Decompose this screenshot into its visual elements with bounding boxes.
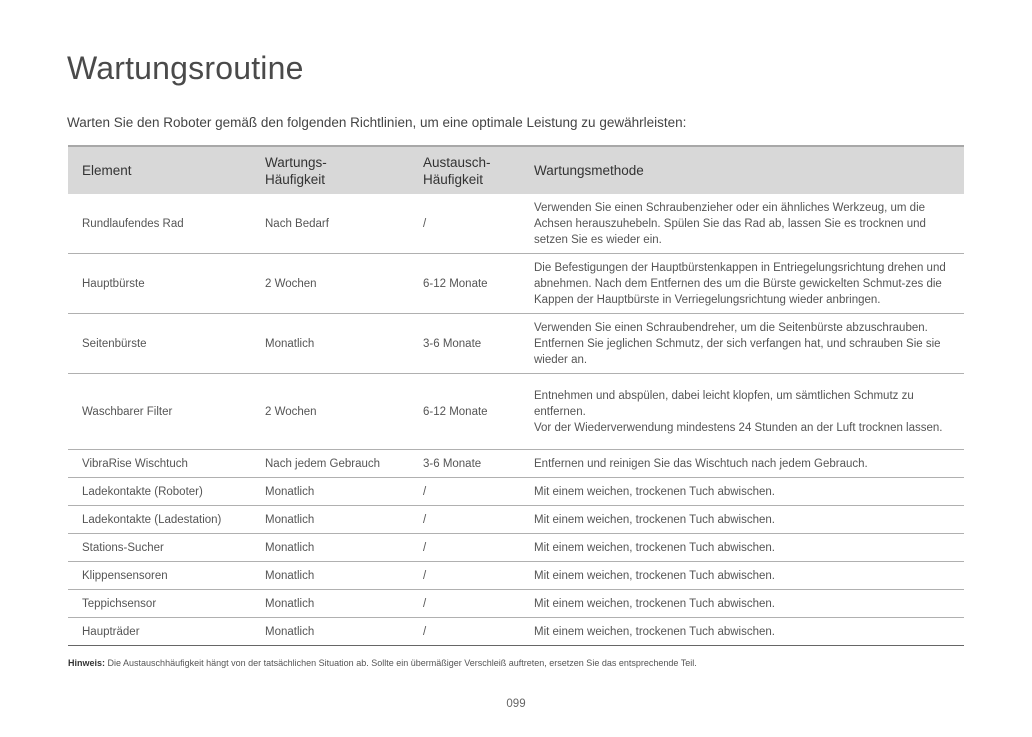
cell-maintenance-method: Verwenden Sie einen Schraubendreher, um die Seitenbürste abzuschrauben. Entfernen Sie jeglichen Schmutz, der sich verfangen hat, und schrauben Sie sie wieder an. [534, 314, 964, 374]
header-replacement-line2: Häufigkeit [423, 171, 484, 187]
cell-maintenance-method: Mit einem weichen, trockenen Tuch abwischen. [534, 562, 964, 590]
maintenance-table [68, 145, 964, 646]
cell-replacement-frequency: 6-12 Monate [423, 254, 534, 314]
table-row [68, 534, 964, 562]
cell-maintenance-frequency: Nach jedem Gebrauch [265, 450, 423, 478]
table-row [68, 450, 964, 478]
cell-replacement-frequency: 3-6 Monate [423, 314, 534, 374]
table-row [68, 194, 964, 254]
cell-element: Hauptbürste [68, 254, 265, 314]
cell-element: VibraRise Wischtuch [68, 450, 265, 478]
cell-replacement-frequency: / [423, 194, 534, 254]
cell-maintenance-method: Entnehmen und abspülen, dabei leicht klopfen, um sämtlichen Schmutz zu entfernen. Vor der Wiederverwendung mindestens 24 Stunden an der Luft trocknen lassen. [534, 374, 964, 450]
cell-maintenance-frequency: Monatlich [265, 478, 423, 506]
cell-replacement-frequency: / [423, 590, 534, 618]
cell-maintenance-method: Mit einem weichen, trockenen Tuch abwischen. [534, 478, 964, 506]
cell-element: Ladekontakte (Ladestation) [68, 506, 265, 534]
header-maintenance-line1: Wartungs- [265, 154, 327, 170]
table-header-row [68, 146, 964, 194]
header-replacement-frequency [423, 146, 534, 194]
table-row [68, 374, 964, 450]
cell-element: Waschbarer Filter [68, 374, 265, 450]
table-row [68, 618, 964, 646]
table-row [68, 254, 964, 314]
page-number: 099 [506, 698, 526, 710]
cell-replacement-frequency: / [423, 562, 534, 590]
page-title: Wartungsroutine [67, 50, 304, 86]
cell-element: Klippensensoren [68, 562, 265, 590]
cell-maintenance-frequency: 2 Wochen [265, 374, 423, 450]
table-row [68, 590, 964, 618]
cell-maintenance-method: Mit einem weichen, trockenen Tuch abwischen. [534, 506, 964, 534]
cell-maintenance-frequency: Monatlich [265, 590, 423, 618]
cell-element: Stations-Sucher [68, 534, 265, 562]
cell-replacement-frequency: 3-6 Monate [423, 450, 534, 478]
intro-text: Warten Sie den Roboter gemäß den folgenden Richtlinien, um eine optimale Leistung zu gewährleisten: [67, 115, 687, 130]
cell-element: Ladekontakte (Roboter) [68, 478, 265, 506]
header-maintenance-method: Wartungsmethode [534, 146, 964, 194]
header-maintenance-line2: Häufigkeit [265, 171, 326, 187]
cell-replacement-frequency: / [423, 506, 534, 534]
cell-maintenance-frequency: 2 Wochen [265, 254, 423, 314]
cell-maintenance-frequency: Monatlich [265, 562, 423, 590]
cell-element: Teppichsensor [68, 590, 265, 618]
cell-maintenance-method: Entfernen und reinigen Sie das Wischtuch nach jedem Gebrauch. [534, 450, 964, 478]
cell-element: Rundlaufendes Rad [68, 194, 265, 254]
note-label: Hinweis: [68, 658, 106, 668]
cell-maintenance-frequency: Monatlich [265, 618, 423, 646]
cell-maintenance-method: Verwenden Sie einen Schraubenzieher oder ein ähnliches Werkzeug, um die Achsen herauszuhebeln. Spülen Sie das Rad ab, lassen Sie es trocknen und setzen Sie es wieder ein. [534, 194, 964, 254]
table-row [68, 314, 964, 374]
note-text: Die Austauschhäufigkeit hängt von der tatsächlichen Situation ab. Sollte ein übermäßiger Verschleiß auftreten, ersetzen Sie das entsprechende Teil. [107, 658, 697, 668]
header-replacement-line1: Austausch- [423, 154, 491, 170]
cell-maintenance-frequency: Monatlich [265, 314, 423, 374]
cell-element: Seitenbürste [68, 314, 265, 374]
cell-maintenance-method: Mit einem weichen, trockenen Tuch abwischen. [534, 534, 964, 562]
cell-maintenance-method: Mit einem weichen, trockenen Tuch abwischen. [534, 618, 964, 646]
cell-maintenance-method: Die Befestigungen der Hauptbürstenkappen in Entriegelungsrichtung drehen und abnehmen. Nach dem Entfernen des um die Bürste gewickelten Schmut-zes die Kappen der Hauptbürste in Verriegelungsrichtung wieder anbringen. [534, 254, 964, 314]
cell-replacement-frequency: 6-12 Monate [423, 374, 534, 450]
table-row [68, 478, 964, 506]
table-row [68, 562, 964, 590]
cell-maintenance-method: Mit einem weichen, trockenen Tuch abwischen. [534, 590, 964, 618]
cell-replacement-frequency: / [423, 478, 534, 506]
cell-element: Haupträder [68, 618, 265, 646]
cell-replacement-frequency: / [423, 534, 534, 562]
cell-maintenance-frequency: Nach Bedarf [265, 194, 423, 254]
header-maintenance-frequency [265, 146, 423, 194]
table-body [68, 194, 964, 646]
cell-maintenance-frequency: Monatlich [265, 534, 423, 562]
table-row [68, 506, 964, 534]
header-element: Element [68, 146, 265, 194]
cell-replacement-frequency: / [423, 618, 534, 646]
note [68, 658, 697, 668]
cell-maintenance-frequency: Monatlich [265, 506, 423, 534]
